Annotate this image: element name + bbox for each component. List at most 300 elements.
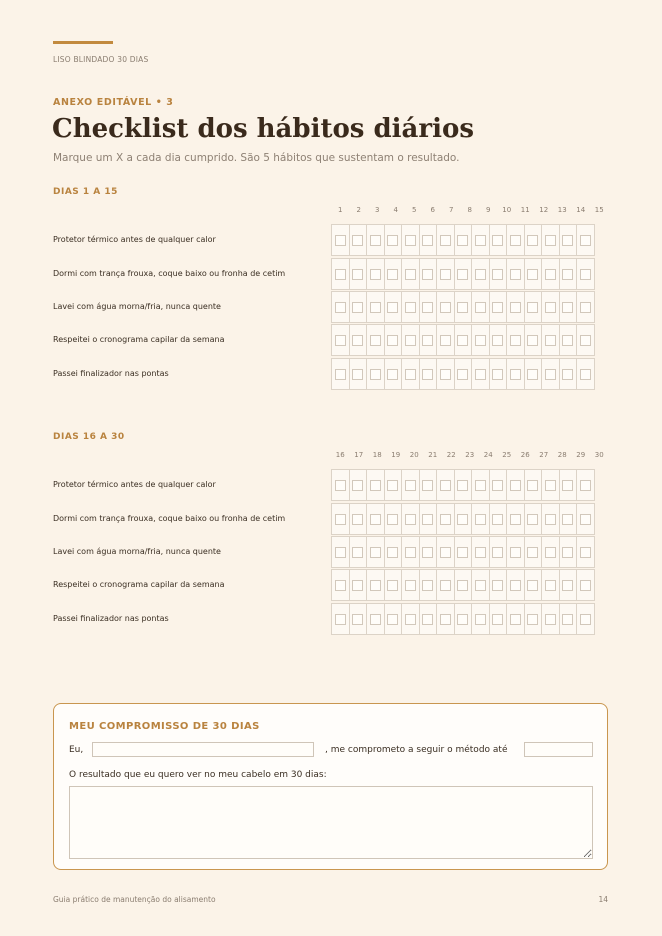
day-checkbox[interactable]	[492, 335, 503, 346]
day-number: 16	[335, 451, 345, 459]
day-checkbox[interactable]	[457, 269, 468, 280]
day-checkbox[interactable]	[580, 302, 591, 313]
day-checkbox[interactable]	[562, 614, 573, 625]
day-checkbox[interactable]	[405, 235, 416, 246]
day-cell	[366, 536, 385, 568]
day-checkbox[interactable]	[457, 547, 468, 558]
day-checkbox[interactable]	[440, 302, 451, 313]
day-checkbox[interactable]	[405, 480, 416, 491]
day-cell	[331, 324, 350, 356]
day-cell	[349, 469, 368, 501]
day-checkbox[interactable]	[387, 302, 398, 313]
day-checkbox[interactable]	[492, 235, 503, 246]
habit-label: Protetor térmico antes de qualquer calor	[53, 480, 216, 489]
day-cell	[524, 258, 543, 290]
habit-row	[53, 291, 609, 323]
day-checkbox[interactable]	[335, 514, 346, 525]
day-checkbox[interactable]	[387, 514, 398, 525]
day-number: 2	[356, 206, 361, 214]
day-number: 29	[576, 451, 586, 459]
day-cell	[454, 569, 473, 601]
day-checkbox[interactable]	[492, 269, 503, 280]
day-checkbox[interactable]	[370, 580, 381, 591]
habit-row	[53, 603, 609, 635]
day-checkbox[interactable]	[562, 369, 573, 380]
day-checkbox[interactable]	[580, 547, 591, 558]
day-checkbox[interactable]	[387, 580, 398, 591]
day-cell	[436, 569, 455, 601]
day-cell	[436, 258, 455, 290]
day-cell	[541, 603, 560, 635]
habit-label: Lavei com água morna/fria, nunca quente	[53, 547, 221, 556]
day-checkbox[interactable]	[387, 614, 398, 625]
day-checkbox[interactable]	[527, 335, 538, 346]
day-checkbox[interactable]	[335, 269, 346, 280]
day-checkbox[interactable]	[475, 235, 486, 246]
day-checkbox[interactable]	[580, 369, 591, 380]
day-checkbox[interactable]	[422, 614, 433, 625]
day-cell	[524, 324, 543, 356]
day-cell	[576, 258, 595, 290]
day-cell	[436, 358, 455, 390]
section-title: DIAS 1 A 15	[53, 187, 118, 197]
day-number: 12	[539, 206, 549, 214]
day-cell	[541, 503, 560, 535]
day-checkbox[interactable]	[527, 269, 538, 280]
day-checkbox[interactable]	[352, 580, 363, 591]
day-cells	[331, 258, 594, 290]
day-number: 21	[428, 451, 438, 459]
day-checkbox[interactable]	[527, 547, 538, 558]
day-checkbox[interactable]	[580, 335, 591, 346]
day-checkbox[interactable]	[370, 614, 381, 625]
day-cell	[419, 224, 438, 256]
day-cell	[559, 503, 578, 535]
day-cell	[401, 291, 420, 323]
annex-eyebrow: ANEXO EDITÁVEL • 3	[53, 97, 174, 108]
day-cell	[524, 503, 543, 535]
page-title: Checklist dos hábitos diários	[52, 114, 474, 144]
day-cell	[401, 469, 420, 501]
day-checkbox[interactable]	[387, 269, 398, 280]
day-checkbox[interactable]	[405, 335, 416, 346]
day-cell	[419, 324, 438, 356]
day-cell	[506, 291, 525, 323]
day-number: 5	[412, 206, 417, 214]
day-cell	[471, 503, 490, 535]
day-checkbox[interactable]	[370, 480, 381, 491]
day-checkbox[interactable]	[352, 614, 363, 625]
day-checkbox[interactable]	[370, 369, 381, 380]
day-checkbox[interactable]	[370, 514, 381, 525]
day-cell	[489, 291, 508, 323]
day-cell	[384, 569, 403, 601]
result-field[interactable]	[69, 786, 593, 859]
day-checkbox[interactable]	[335, 614, 346, 625]
day-checkbox[interactable]	[422, 580, 433, 591]
day-cell	[524, 358, 543, 390]
day-checkbox[interactable]	[457, 235, 468, 246]
day-cell	[489, 324, 508, 356]
result-label: O resultado que eu quero ver no meu cabelo em 30 dias:	[69, 770, 327, 780]
day-cell	[559, 358, 578, 390]
day-checkbox[interactable]	[440, 269, 451, 280]
day-checkbox[interactable]	[545, 480, 556, 491]
day-checkbox[interactable]	[510, 269, 521, 280]
day-checkbox[interactable]	[510, 514, 521, 525]
day-checkbox[interactable]	[370, 235, 381, 246]
day-checkbox[interactable]	[352, 514, 363, 525]
day-checkbox[interactable]	[475, 335, 486, 346]
day-number: 17	[354, 451, 364, 459]
day-checkbox[interactable]	[580, 580, 591, 591]
day-cell	[489, 603, 508, 635]
day-number: 19	[391, 451, 401, 459]
day-checkbox[interactable]	[422, 547, 433, 558]
day-cell	[506, 569, 525, 601]
day-cell	[576, 569, 595, 601]
day-checkbox[interactable]	[562, 580, 573, 591]
day-checkbox[interactable]	[335, 547, 346, 558]
day-cell	[559, 469, 578, 501]
day-cell	[471, 536, 490, 568]
day-cells	[331, 503, 594, 535]
day-cell	[489, 536, 508, 568]
day-cell	[384, 469, 403, 501]
day-cell	[436, 291, 455, 323]
day-checkbox[interactable]	[405, 614, 416, 625]
day-cells	[331, 536, 594, 568]
day-cell	[471, 291, 490, 323]
day-number: 11	[520, 206, 530, 214]
day-checkbox[interactable]	[562, 547, 573, 558]
day-cells	[331, 224, 594, 256]
day-number: 18	[372, 451, 382, 459]
day-checkbox[interactable]	[510, 369, 521, 380]
habit-label: Passei finalizador nas pontas	[53, 614, 169, 623]
day-number: 13	[557, 206, 567, 214]
day-cell	[506, 358, 525, 390]
day-cell	[349, 536, 368, 568]
day-cell	[559, 258, 578, 290]
day-checkbox[interactable]	[405, 269, 416, 280]
day-cell	[576, 469, 595, 501]
day-checkbox[interactable]	[457, 480, 468, 491]
day-cell	[454, 603, 473, 635]
day-cell	[559, 536, 578, 568]
promise-text: , me comprometo a seguir o método até	[325, 745, 508, 755]
day-cell	[541, 569, 560, 601]
day-checkbox[interactable]	[527, 614, 538, 625]
day-checkbox[interactable]	[457, 335, 468, 346]
day-checkbox[interactable]	[580, 614, 591, 625]
day-checkbox[interactable]	[510, 302, 521, 313]
day-checkbox[interactable]	[527, 235, 538, 246]
day-cell	[384, 224, 403, 256]
day-checkbox[interactable]	[545, 269, 556, 280]
day-checkbox[interactable]	[580, 235, 591, 246]
habit-label: Respeitei o cronograma capilar da semana	[53, 580, 225, 589]
day-checkbox[interactable]	[387, 235, 398, 246]
day-checkbox[interactable]	[562, 480, 573, 491]
day-checkbox[interactable]	[440, 547, 451, 558]
day-checkbox[interactable]	[440, 514, 451, 525]
day-cell	[366, 569, 385, 601]
day-checkbox[interactable]	[475, 614, 486, 625]
day-checkbox[interactable]	[492, 514, 503, 525]
day-cell	[454, 469, 473, 501]
day-checkbox[interactable]	[440, 480, 451, 491]
day-number: 15	[594, 206, 604, 214]
day-cell	[401, 358, 420, 390]
day-cell	[454, 358, 473, 390]
day-checkbox[interactable]	[370, 547, 381, 558]
day-checkbox[interactable]	[335, 302, 346, 313]
day-cell	[506, 469, 525, 501]
day-number: 3	[375, 206, 380, 214]
day-checkbox[interactable]	[527, 580, 538, 591]
day-checkbox[interactable]	[492, 302, 503, 313]
day-checkbox[interactable]	[335, 335, 346, 346]
day-checkbox[interactable]	[370, 335, 381, 346]
day-cell	[349, 603, 368, 635]
day-checkbox[interactable]	[405, 514, 416, 525]
page-subtitle: Marque um X a cada dia cumprido. São 5 hábitos que sustentam o resultado.	[53, 152, 460, 164]
day-checkbox[interactable]	[475, 580, 486, 591]
day-checkbox[interactable]	[352, 302, 363, 313]
day-cell	[419, 603, 438, 635]
day-checkbox[interactable]	[387, 480, 398, 491]
day-number: 10	[502, 206, 512, 214]
day-cell	[541, 536, 560, 568]
day-cell	[576, 224, 595, 256]
day-cell	[419, 469, 438, 501]
day-checkbox[interactable]	[405, 369, 416, 380]
day-checkbox[interactable]	[335, 369, 346, 380]
day-checkbox[interactable]	[352, 269, 363, 280]
day-checkbox[interactable]	[440, 580, 451, 591]
day-cell	[506, 224, 525, 256]
day-checkbox[interactable]	[475, 547, 486, 558]
day-checkbox[interactable]	[475, 302, 486, 313]
day-checkbox[interactable]	[492, 547, 503, 558]
day-cell	[401, 536, 420, 568]
day-cell	[541, 224, 560, 256]
name-field[interactable]	[92, 742, 314, 757]
day-checkbox[interactable]	[352, 480, 363, 491]
day-cell	[419, 569, 438, 601]
day-number: 4	[393, 206, 398, 214]
day-number: 27	[539, 451, 549, 459]
day-checkbox[interactable]	[562, 302, 573, 313]
day-checkbox[interactable]	[457, 580, 468, 591]
day-cell	[489, 224, 508, 256]
day-checkbox[interactable]	[562, 514, 573, 525]
day-cell	[331, 291, 350, 323]
day-cell	[454, 291, 473, 323]
day-cell	[331, 603, 350, 635]
day-number: 6	[430, 206, 435, 214]
day-cell	[524, 569, 543, 601]
day-cell	[401, 503, 420, 535]
habit-row	[53, 324, 609, 356]
day-number: 28	[557, 451, 567, 459]
day-cell	[471, 224, 490, 256]
day-cell	[506, 503, 525, 535]
day-checkbox[interactable]	[545, 235, 556, 246]
day-cell	[471, 469, 490, 501]
day-checkbox[interactable]	[545, 547, 556, 558]
day-checkbox[interactable]	[527, 480, 538, 491]
day-checkbox[interactable]	[457, 614, 468, 625]
day-checkbox[interactable]	[422, 302, 433, 313]
day-checkbox[interactable]	[545, 614, 556, 625]
day-cell	[366, 603, 385, 635]
day-checkbox[interactable]	[335, 580, 346, 591]
day-cell	[331, 503, 350, 535]
day-checkbox[interactable]	[422, 480, 433, 491]
day-checkbox[interactable]	[580, 514, 591, 525]
day-cell	[366, 324, 385, 356]
day-checkbox[interactable]	[457, 514, 468, 525]
day-checkbox[interactable]	[492, 580, 503, 591]
day-checkbox[interactable]	[580, 480, 591, 491]
day-checkbox[interactable]	[510, 614, 521, 625]
day-cell	[331, 469, 350, 501]
day-checkbox[interactable]	[422, 335, 433, 346]
day-checkbox[interactable]	[370, 302, 381, 313]
day-header	[331, 451, 609, 459]
day-checkbox[interactable]	[475, 369, 486, 380]
day-number: 24	[483, 451, 493, 459]
day-checkbox[interactable]	[352, 335, 363, 346]
day-checkbox[interactable]	[492, 480, 503, 491]
habit-row	[53, 503, 609, 535]
day-cell	[331, 258, 350, 290]
day-checkbox[interactable]	[440, 614, 451, 625]
day-checkbox[interactable]	[510, 480, 521, 491]
day-cell	[349, 569, 368, 601]
day-checkbox[interactable]	[545, 302, 556, 313]
day-checkbox[interactable]	[440, 235, 451, 246]
habit-label: Dormi com trança frouxa, coque baixo ou fronha de cetim	[53, 269, 286, 278]
day-checkbox[interactable]	[510, 580, 521, 591]
day-checkbox[interactable]	[422, 369, 433, 380]
habit-label: Respeitei o cronograma capilar da semana	[53, 335, 225, 344]
day-checkbox[interactable]	[387, 335, 398, 346]
day-checkbox[interactable]	[492, 614, 503, 625]
day-cell	[401, 258, 420, 290]
day-checkbox[interactable]	[422, 269, 433, 280]
day-cell	[541, 324, 560, 356]
day-checkbox[interactable]	[527, 369, 538, 380]
day-cell	[576, 603, 595, 635]
day-checkbox[interactable]	[545, 335, 556, 346]
day-checkbox[interactable]	[562, 335, 573, 346]
day-checkbox[interactable]	[405, 547, 416, 558]
day-checkbox[interactable]	[545, 369, 556, 380]
day-checkbox[interactable]	[387, 369, 398, 380]
footer-page-number: 14	[598, 895, 608, 904]
commitment-card	[53, 703, 608, 870]
day-cell	[384, 258, 403, 290]
habit-label: Lavei com água morna/fria, nunca quente	[53, 302, 221, 311]
habit-row	[53, 536, 609, 568]
day-cell	[384, 503, 403, 535]
day-checkbox[interactable]	[527, 302, 538, 313]
day-cell	[524, 291, 543, 323]
day-checkbox[interactable]	[457, 302, 468, 313]
day-cell	[471, 603, 490, 635]
day-cell	[559, 224, 578, 256]
day-cells	[331, 603, 594, 635]
day-cell	[401, 569, 420, 601]
day-cell	[436, 603, 455, 635]
day-cell	[454, 324, 473, 356]
day-cell	[524, 603, 543, 635]
day-checkbox[interactable]	[440, 369, 451, 380]
day-checkbox[interactable]	[510, 235, 521, 246]
day-cell	[366, 503, 385, 535]
day-checkbox[interactable]	[335, 235, 346, 246]
day-cell	[419, 358, 438, 390]
day-cell	[541, 469, 560, 501]
day-checkbox[interactable]	[475, 269, 486, 280]
day-checkbox[interactable]	[335, 480, 346, 491]
day-cell	[401, 324, 420, 356]
day-checkbox[interactable]	[475, 480, 486, 491]
day-checkbox[interactable]	[562, 235, 573, 246]
day-checkbox[interactable]	[387, 547, 398, 558]
day-cell	[366, 224, 385, 256]
day-checkbox[interactable]	[580, 269, 591, 280]
checklist-section	[53, 187, 609, 397]
day-cell	[576, 324, 595, 356]
day-cell	[471, 569, 490, 601]
day-checkbox[interactable]	[457, 369, 468, 380]
day-checkbox[interactable]	[352, 235, 363, 246]
day-cell	[384, 291, 403, 323]
day-number: 8	[467, 206, 472, 214]
day-checkbox[interactable]	[422, 514, 433, 525]
day-cell	[541, 291, 560, 323]
day-cell	[384, 358, 403, 390]
day-checkbox[interactable]	[405, 580, 416, 591]
day-checkbox[interactable]	[545, 580, 556, 591]
day-checkbox[interactable]	[352, 369, 363, 380]
day-checkbox[interactable]	[440, 335, 451, 346]
day-checkbox[interactable]	[527, 514, 538, 525]
day-cell	[541, 358, 560, 390]
day-cell	[419, 291, 438, 323]
day-checkbox[interactable]	[422, 235, 433, 246]
day-checkbox[interactable]	[405, 302, 416, 313]
day-cell	[559, 324, 578, 356]
day-cell	[436, 503, 455, 535]
day-checkbox[interactable]	[510, 335, 521, 346]
day-checkbox[interactable]	[352, 547, 363, 558]
date-field[interactable]	[524, 742, 593, 757]
day-checkbox[interactable]	[370, 269, 381, 280]
day-checkbox[interactable]	[562, 269, 573, 280]
day-checkbox[interactable]	[510, 547, 521, 558]
day-checkbox[interactable]	[492, 369, 503, 380]
commitment-title: MEU COMPROMISSO DE 30 DIAS	[69, 721, 260, 732]
day-checkbox[interactable]	[545, 514, 556, 525]
day-number: 1	[338, 206, 343, 214]
day-checkbox[interactable]	[475, 514, 486, 525]
day-cell	[384, 603, 403, 635]
